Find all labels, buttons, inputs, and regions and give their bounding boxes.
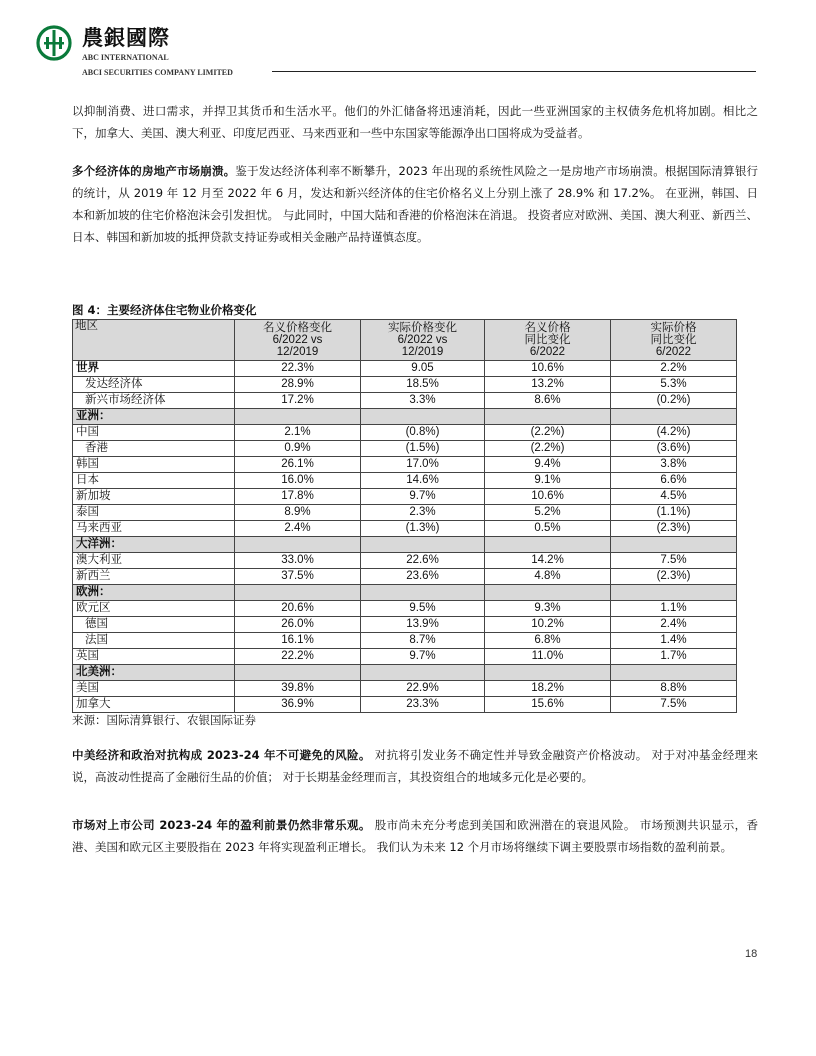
paragraph-3 [72,744,758,788]
paragraph-4-text: 股市尚未充分考虑到美国和欧洲潜在的衰退风险。 市场预测共识显示，香港、美国和欧元区主要股指在 2023 年将实现盈利正增长。 我们认为未来 12 个月市场将继续下调主要股票市场指数的盈利前景。 [72,818,758,854]
value-cell: 15.6% [485,697,611,713]
empty-cell [361,537,485,553]
empty-cell [611,585,737,601]
table-row [73,393,737,409]
value-cell: 36.9% [235,697,361,713]
table-row [73,617,737,633]
empty-cell [361,409,485,425]
value-cell: (2.2%) [485,425,611,441]
value-cell: 22.6% [361,553,485,569]
value-cell: 13.9% [361,617,485,633]
value-cell: (2.3%) [611,521,737,537]
value-cell: (2.3%) [611,569,737,585]
value-cell: 2.3% [361,505,485,521]
value-cell: 17.8% [235,489,361,505]
table-row [73,505,737,521]
value-cell: 4.5% [611,489,737,505]
region-label: 发达经济体 [73,377,235,393]
value-cell: 1.1% [611,601,737,617]
value-cell: 8.7% [361,633,485,649]
page-number: 18 [745,948,758,960]
value-cell: 17.0% [361,457,485,473]
value-cell: 1.7% [611,649,737,665]
region-label: 韩国 [73,457,235,473]
region-label: 美国 [73,681,235,697]
region-label: 泰国 [73,505,235,521]
value-cell: (1.5%) [361,441,485,457]
empty-cell [485,665,611,681]
section-label: 北美洲： [73,665,235,681]
region-label: 新西兰 [73,569,235,585]
region-label: 世界 [73,361,235,377]
table-header-row [73,320,737,361]
table-row [73,681,737,697]
value-cell: 5.3% [611,377,737,393]
section-label: 大洋洲： [73,537,235,553]
value-cell: (1.3%) [361,521,485,537]
table-row [73,457,737,473]
value-cell: 14.6% [361,473,485,489]
value-cell: 14.2% [485,553,611,569]
region-label: 德国 [73,617,235,633]
value-cell: (1.1%) [611,505,737,521]
region-label: 法国 [73,633,235,649]
region-label: 加拿大 [73,697,235,713]
empty-cell [361,665,485,681]
value-cell: 17.2% [235,393,361,409]
section-row [73,585,737,601]
value-cell: (4.2%) [611,425,737,441]
table-body [73,361,737,713]
section-label: 亚洲： [73,409,235,425]
value-cell: 39.8% [235,681,361,697]
value-cell: 8.9% [235,505,361,521]
value-cell: 18.2% [485,681,611,697]
value-cell: 11.0% [485,649,611,665]
value-cell: 9.5% [361,601,485,617]
brand-name-english: ABC INTERNATIONAL [82,53,169,62]
value-cell: 13.2% [485,377,611,393]
value-cell: 3.8% [611,457,737,473]
empty-cell [611,665,737,681]
value-cell: 23.6% [361,569,485,585]
value-cell: 8.6% [485,393,611,409]
value-cell: 18.5% [361,377,485,393]
value-cell: 33.0% [235,553,361,569]
table-row [73,649,737,665]
value-cell: 1.4% [611,633,737,649]
value-cell: 3.3% [361,393,485,409]
value-cell: 8.8% [611,681,737,697]
paragraph-2-heading: 多个经济体的房地产市场崩溃。 [72,164,236,178]
section-row [73,409,737,425]
price-change-table [72,319,737,713]
table-row [73,697,737,713]
table-row [73,441,737,457]
region-label: 新加坡 [73,489,235,505]
value-cell: 22.9% [361,681,485,697]
value-cell: 9.3% [485,601,611,617]
value-cell: 22.3% [235,361,361,377]
value-cell: 20.6% [235,601,361,617]
value-cell: (3.6%) [611,441,737,457]
paragraph-3-text: 对抗将引发业务不确定性并导致金融资产价格波动。 对于对冲基金经理来说，高波动性提高了金融衍生品的价值； 对于长期基金经理而言，其投资组合的地域多元化是必要的。 [72,748,758,784]
region-label: 马来西亚 [73,521,235,537]
value-cell: 6.6% [611,473,737,489]
table-row [73,601,737,617]
paragraph-1 [72,100,758,144]
value-cell: 0.9% [235,441,361,457]
value-cell: 28.9% [235,377,361,393]
value-cell: 22.2% [235,649,361,665]
value-cell: 9.7% [361,489,485,505]
table-row [73,569,737,585]
empty-cell [235,665,361,681]
value-cell: 9.1% [485,473,611,489]
header-divider [272,71,756,72]
value-cell: 2.1% [235,425,361,441]
empty-cell [235,537,361,553]
value-cell: 7.5% [611,553,737,569]
table-row [73,553,737,569]
section-label: 欧洲： [73,585,235,601]
table-row [73,633,737,649]
value-cell: 4.8% [485,569,611,585]
header-region: 地区 [73,320,235,361]
empty-cell [611,409,737,425]
abc-bank-logo-icon [36,25,72,61]
region-label: 欧元区 [73,601,235,617]
value-cell: 37.5% [235,569,361,585]
value-cell: 26.0% [235,617,361,633]
value-cell: 10.6% [485,489,611,505]
value-cell: 2.4% [235,521,361,537]
value-cell: 10.2% [485,617,611,633]
region-label: 澳大利亚 [73,553,235,569]
paragraph-4-heading: 市场对上市公司 2023-24 年的盈利前景仍然非常乐观。 [72,818,371,832]
value-cell: 2.4% [611,617,737,633]
figure-title: 图 4：主要经济体住宅物业价格变化 [72,303,257,317]
header-column-2: 实际价格变化 6/2022 vs 12/2019 [361,320,485,361]
table-row [73,361,737,377]
value-cell: (0.2%) [611,393,737,409]
brand-name-chinese: 農銀國際 [82,25,170,50]
region-label: 香港 [73,441,235,457]
empty-cell [235,409,361,425]
header-column-4: 实际价格 同比变化 6/2022 [611,320,737,361]
value-cell: (0.8%) [361,425,485,441]
paragraph-1-text: 以抑制消费、进口需求，并捍卫其货币和生活水平。他们的外汇储备将迅速消耗，因此一些亚洲国家的主权债务危机将加剧。相比之下，加拿大、美国、澳大利亚、印度尼西亚、马来西亚和一些中东国家等能源净出口国将成为受益者。 [72,104,758,140]
value-cell: 26.1% [235,457,361,473]
empty-cell [361,585,485,601]
empty-cell [611,537,737,553]
section-row [73,665,737,681]
paragraph-2 [72,160,758,248]
value-cell: 2.2% [611,361,737,377]
empty-cell [235,585,361,601]
value-cell: 5.2% [485,505,611,521]
table-row [73,425,737,441]
region-label: 中国 [73,425,235,441]
empty-cell [485,537,611,553]
value-cell: 16.0% [235,473,361,489]
header-column-3: 名义价格 同比变化 6/2022 [485,320,611,361]
region-label: 英国 [73,649,235,665]
value-cell: 0.5% [485,521,611,537]
section-row [73,537,737,553]
table-row [73,521,737,537]
table-row [73,473,737,489]
table-row [73,377,737,393]
value-cell: 6.8% [485,633,611,649]
region-label: 日本 [73,473,235,489]
value-cell: 9.4% [485,457,611,473]
value-cell: (2.2%) [485,441,611,457]
table-row [73,489,737,505]
empty-cell [485,409,611,425]
brand-company-name: ABCI SECURITIES COMPANY LIMITED [82,68,233,77]
value-cell: 23.3% [361,697,485,713]
value-cell: 16.1% [235,633,361,649]
empty-cell [485,585,611,601]
table-source: 来源：国际清算银行、农银国际证券 [72,713,256,727]
value-cell: 9.05 [361,361,485,377]
value-cell: 7.5% [611,697,737,713]
paragraph-3-heading: 中美经济和政治对抗构成 2023-24 年不可避免的风险。 [72,748,371,762]
region-label: 新兴市场经济体 [73,393,235,409]
value-cell: 9.7% [361,649,485,665]
paragraph-2-text: 鉴于发达经济体利率不断攀升，2023 年出现的系统性风险之一是房地产市场崩溃。根据国际清算银行的统计，从 2019 年 12 月至 2022 年 6 月，发达和新兴经济体的住宅价格名义上分别上涨了 28.9% 和 17.2%。 在亚洲，韩国、日本和新加坡的住宅价格泡沫会引发担忧。 与此同时，中国大陆和香港的价格泡沫在消退。 投资者应对欧洲、美国、澳大利亚、新西兰、日本、韩国和新加坡的抵押贷款支持证券或相关金融产品持谨慎态度。 [72,164,759,244]
paragraph-4 [72,814,758,858]
value-cell: 10.6% [485,361,611,377]
header-column-1: 名义价格变化 6/2022 vs 12/2019 [235,320,361,361]
